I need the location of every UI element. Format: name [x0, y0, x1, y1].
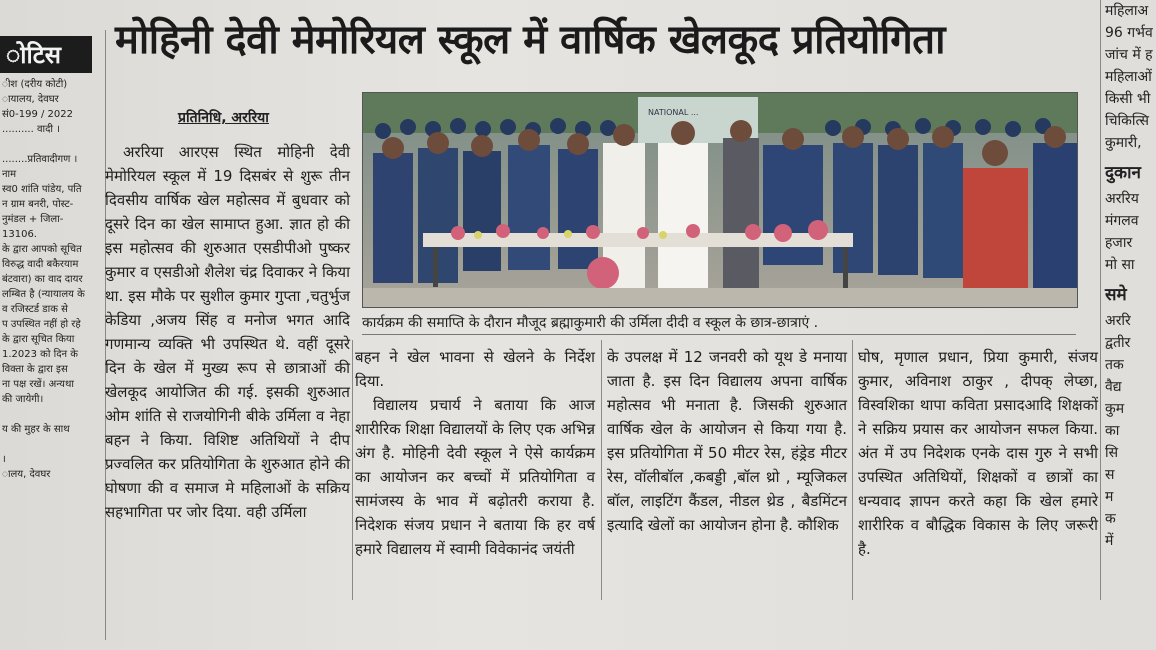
- adjacent-line: 96 गर्भव: [1105, 25, 1153, 41]
- article-paragraph: बहन ने खेल भावना से खेलने के निर्देश दिया.: [355, 348, 595, 390]
- adjacent-line: किसी भी: [1105, 91, 1151, 107]
- photo-illustration: [363, 93, 1077, 307]
- notice-line: 1.2023 को दिन के: [2, 349, 78, 360]
- article-column-3: [607, 345, 847, 537]
- headline: मोहिनी देवी मेमोरियल स्कूल में वार्षिक खेलकूद प्रतियोगिता: [115, 17, 945, 63]
- notice-line: न ग्राम बनरी, पोस्ट-: [2, 199, 74, 210]
- adjacent-lines-bottom: [1105, 310, 1156, 552]
- adjacent-line: स: [1105, 467, 1115, 483]
- adjacent-line: चिकित्सि: [1105, 113, 1149, 129]
- notice-line: नुमंडल + जिला-: [2, 214, 64, 225]
- notice-line: ालय, देवघर: [2, 469, 51, 480]
- adjacent-line: कुमारी,: [1105, 135, 1142, 151]
- news-photo: [362, 92, 1078, 308]
- photo-caption: कार्यक्रम की समाप्ति के दौरान मौजूद ब्रह्माकुमारी की उर्मिला दीदी व स्कूल के छात्र-छात्राएं .: [362, 312, 1076, 335]
- adjacent-news-column: [1100, 0, 1156, 600]
- article-column-1: [105, 140, 350, 524]
- adjacent-line: जांच में ह: [1105, 47, 1153, 63]
- adjacent-line: कुम: [1105, 401, 1125, 417]
- notice-line: य की मुहर के साथ: [2, 424, 70, 435]
- article-paragraph: के उपलक्ष में 12 जनवरी को यूथ डे मनाया जाता है. इस दिन विद्यालय अपना वार्षिक महोत्सव भी मनाता है. जिसकी शुरुआत वार्षिक खेल के आयोजन से किया गया है. इस प्रतियोगिता में 50 मीटर रेस, हंड्रेड मीटर रेस, वॉलीबॉल ,कबड्डी ,बॉल थ्रो , म्यूजिकल बॉल, लाइटिंग कैंडल, नीडल थ्रेड , बैडमिंटन इत्यादि खेलों का आयोजन होना है. कौशिक: [607, 348, 847, 534]
- notice-line: लम्बित है (न्यायालय के: [2, 289, 85, 300]
- adjacent-line: क: [1105, 511, 1116, 527]
- adjacent-line: द्वतीर: [1105, 335, 1131, 351]
- adjacent-lines-mid: [1105, 188, 1156, 276]
- adjacent-heading-1: दुकान: [1105, 163, 1141, 183]
- adjacent-line: अररि: [1105, 313, 1131, 329]
- column-divider: [601, 340, 602, 600]
- adjacent-line: मंगलव: [1105, 213, 1139, 229]
- notice-line: .......... वादी ।: [2, 124, 60, 135]
- adjacent-line: वैद्य: [1105, 379, 1122, 395]
- adjacent-line: महिलाओं: [1105, 69, 1152, 85]
- adjacent-line: में: [1105, 533, 1114, 549]
- notice-heading: ोटिस: [0, 36, 92, 73]
- notice-line: [2, 137, 105, 152]
- article-paragraph: विद्यालय प्रचार्य ने बताया कि आज शारीरिक शिक्षा विद्यालयों के लिए एक अभिन्न अंग है. मोहिनी देवी स्कूल ने ऐसे कार्यक्रम का आयोजन कर बच्चों में प्रतियोगिता व सामंजस्य के भाव में बढ़ोतरी कराया है. निदेशक संजय प्रधान ने बताया कि हर वर्ष हमारे विद्यालय में स्वामी विवेकानंद जयंती: [355, 396, 595, 558]
- article-column-2: [355, 345, 595, 561]
- notice-line: व रजिस्टर्ड डाक से: [2, 304, 68, 315]
- notice-line: स्व0 शांति पांडेय, पति: [2, 184, 82, 195]
- notice-line: प उपस्थित नहीं हो रहे: [2, 319, 81, 330]
- notice-line: ना पक्ष रखें। अन्यथा: [2, 379, 74, 390]
- notice-line: ........प्रतिवादीगण ।: [2, 154, 78, 165]
- adjacent-line: हजार: [1105, 235, 1133, 251]
- column-divider: [352, 340, 353, 600]
- adjacent-heading-2: समे: [1105, 285, 1127, 305]
- adjacent-lines-top: [1105, 0, 1156, 154]
- notice-line: विरुद्ध वादी बकैरयाम: [2, 259, 79, 270]
- notice-line: ायालय, देवघर: [2, 94, 59, 105]
- notice-line: विक्ता के द्वारा इस: [2, 364, 68, 375]
- notice-line: की जायेगी।: [2, 394, 44, 405]
- notice-line: ीश (दरीय कोटी): [2, 79, 68, 90]
- notice-line: [2, 407, 105, 422]
- adjacent-line: तक: [1105, 357, 1124, 373]
- adjacent-line: का: [1105, 423, 1120, 439]
- article-paragraph: घोष, मृणाल प्रधान, प्रिया कुमारी, संजय कुमार, अविनाश ठाकुर , दीपक् लेप्छा, विस्वशिका थापा कविता प्रसादआदि शिक्षकों ने सक्रिय प्रयास कर आयोजन सफल किया. अंत में उप निदेशक एनके दास गुरु ने सभी उपस्थित अतिथियों, शिक्षकों व छात्रों का धन्यवाद ज्ञापन करते कहा कि खेल हमारे शारीरिक व बौद्धिक विकास के लिए जरूरी है.: [858, 348, 1098, 558]
- article-paragraph: अररिया आरएस स्थित मोहिनी देवी मेमोरियल स्कूल में 19 दिसबंर से शुरू तीन दिवसीय वार्षिक खेल महोत्सव में बुधवार को दूसरे दिन का खेल सामाप्त हुआ. ज्ञात हो की इस महोत्सव की शुरुआत एसडीपीओ पुष्कर कुमार व एसडीओ शैलेश चंद्र दिवाकर ने किया था. इस मौके पर सुशील कुमार गुप्ता ,चतुर्भुज केडिया ,अजय सिंह व मनोज भगत आदि गणमान्य व्यक्ति भी उपस्थित थे. वहीं दूसरे दिन के खेल में मुख्य रूप से छात्राओं की खेलकूद आयोजित की गई. इसकी शुरुआत ओम शांति से राजयोगिनी बीके उर्मिला व नेहा बहन ने किया. विशिष्ट अतिथियों ने दीप प्रज्वलित कर प्रतियोगिता के शुरुआत होने की घोषणा की व समाज मे महिलाओं के सक्रिय सहभागिता पर जोर दिया. वही उर्मिला: [105, 143, 350, 521]
- notice-lines: [0, 77, 105, 482]
- column-divider: [852, 340, 853, 600]
- adjacent-line: सि: [1105, 445, 1119, 461]
- byline: प्रतिनिधि, अररिया: [178, 110, 269, 126]
- article-column-4: [858, 345, 1098, 561]
- notice-line: के द्वारा सूचित किया: [2, 334, 75, 345]
- notice-line: [2, 437, 105, 452]
- adjacent-line: म: [1105, 489, 1114, 505]
- adjacent-line: मो सा: [1105, 257, 1135, 273]
- notice-line: 13106.: [2, 229, 37, 240]
- adjacent-line: महिलाअ: [1105, 3, 1149, 19]
- notice-line: सं0-199 / 2022: [2, 109, 73, 120]
- legal-notice-column: [0, 30, 106, 640]
- adjacent-line: अररिय: [1105, 191, 1139, 207]
- notice-line: ।: [2, 454, 6, 465]
- notice-line: बंटवारा) का वाद दायर: [2, 274, 83, 285]
- photo-banner-text: NATIONAL ...: [648, 108, 699, 117]
- notice-line: नाम: [2, 169, 17, 180]
- notice-line: के द्वारा आपको सूचित: [2, 244, 82, 255]
